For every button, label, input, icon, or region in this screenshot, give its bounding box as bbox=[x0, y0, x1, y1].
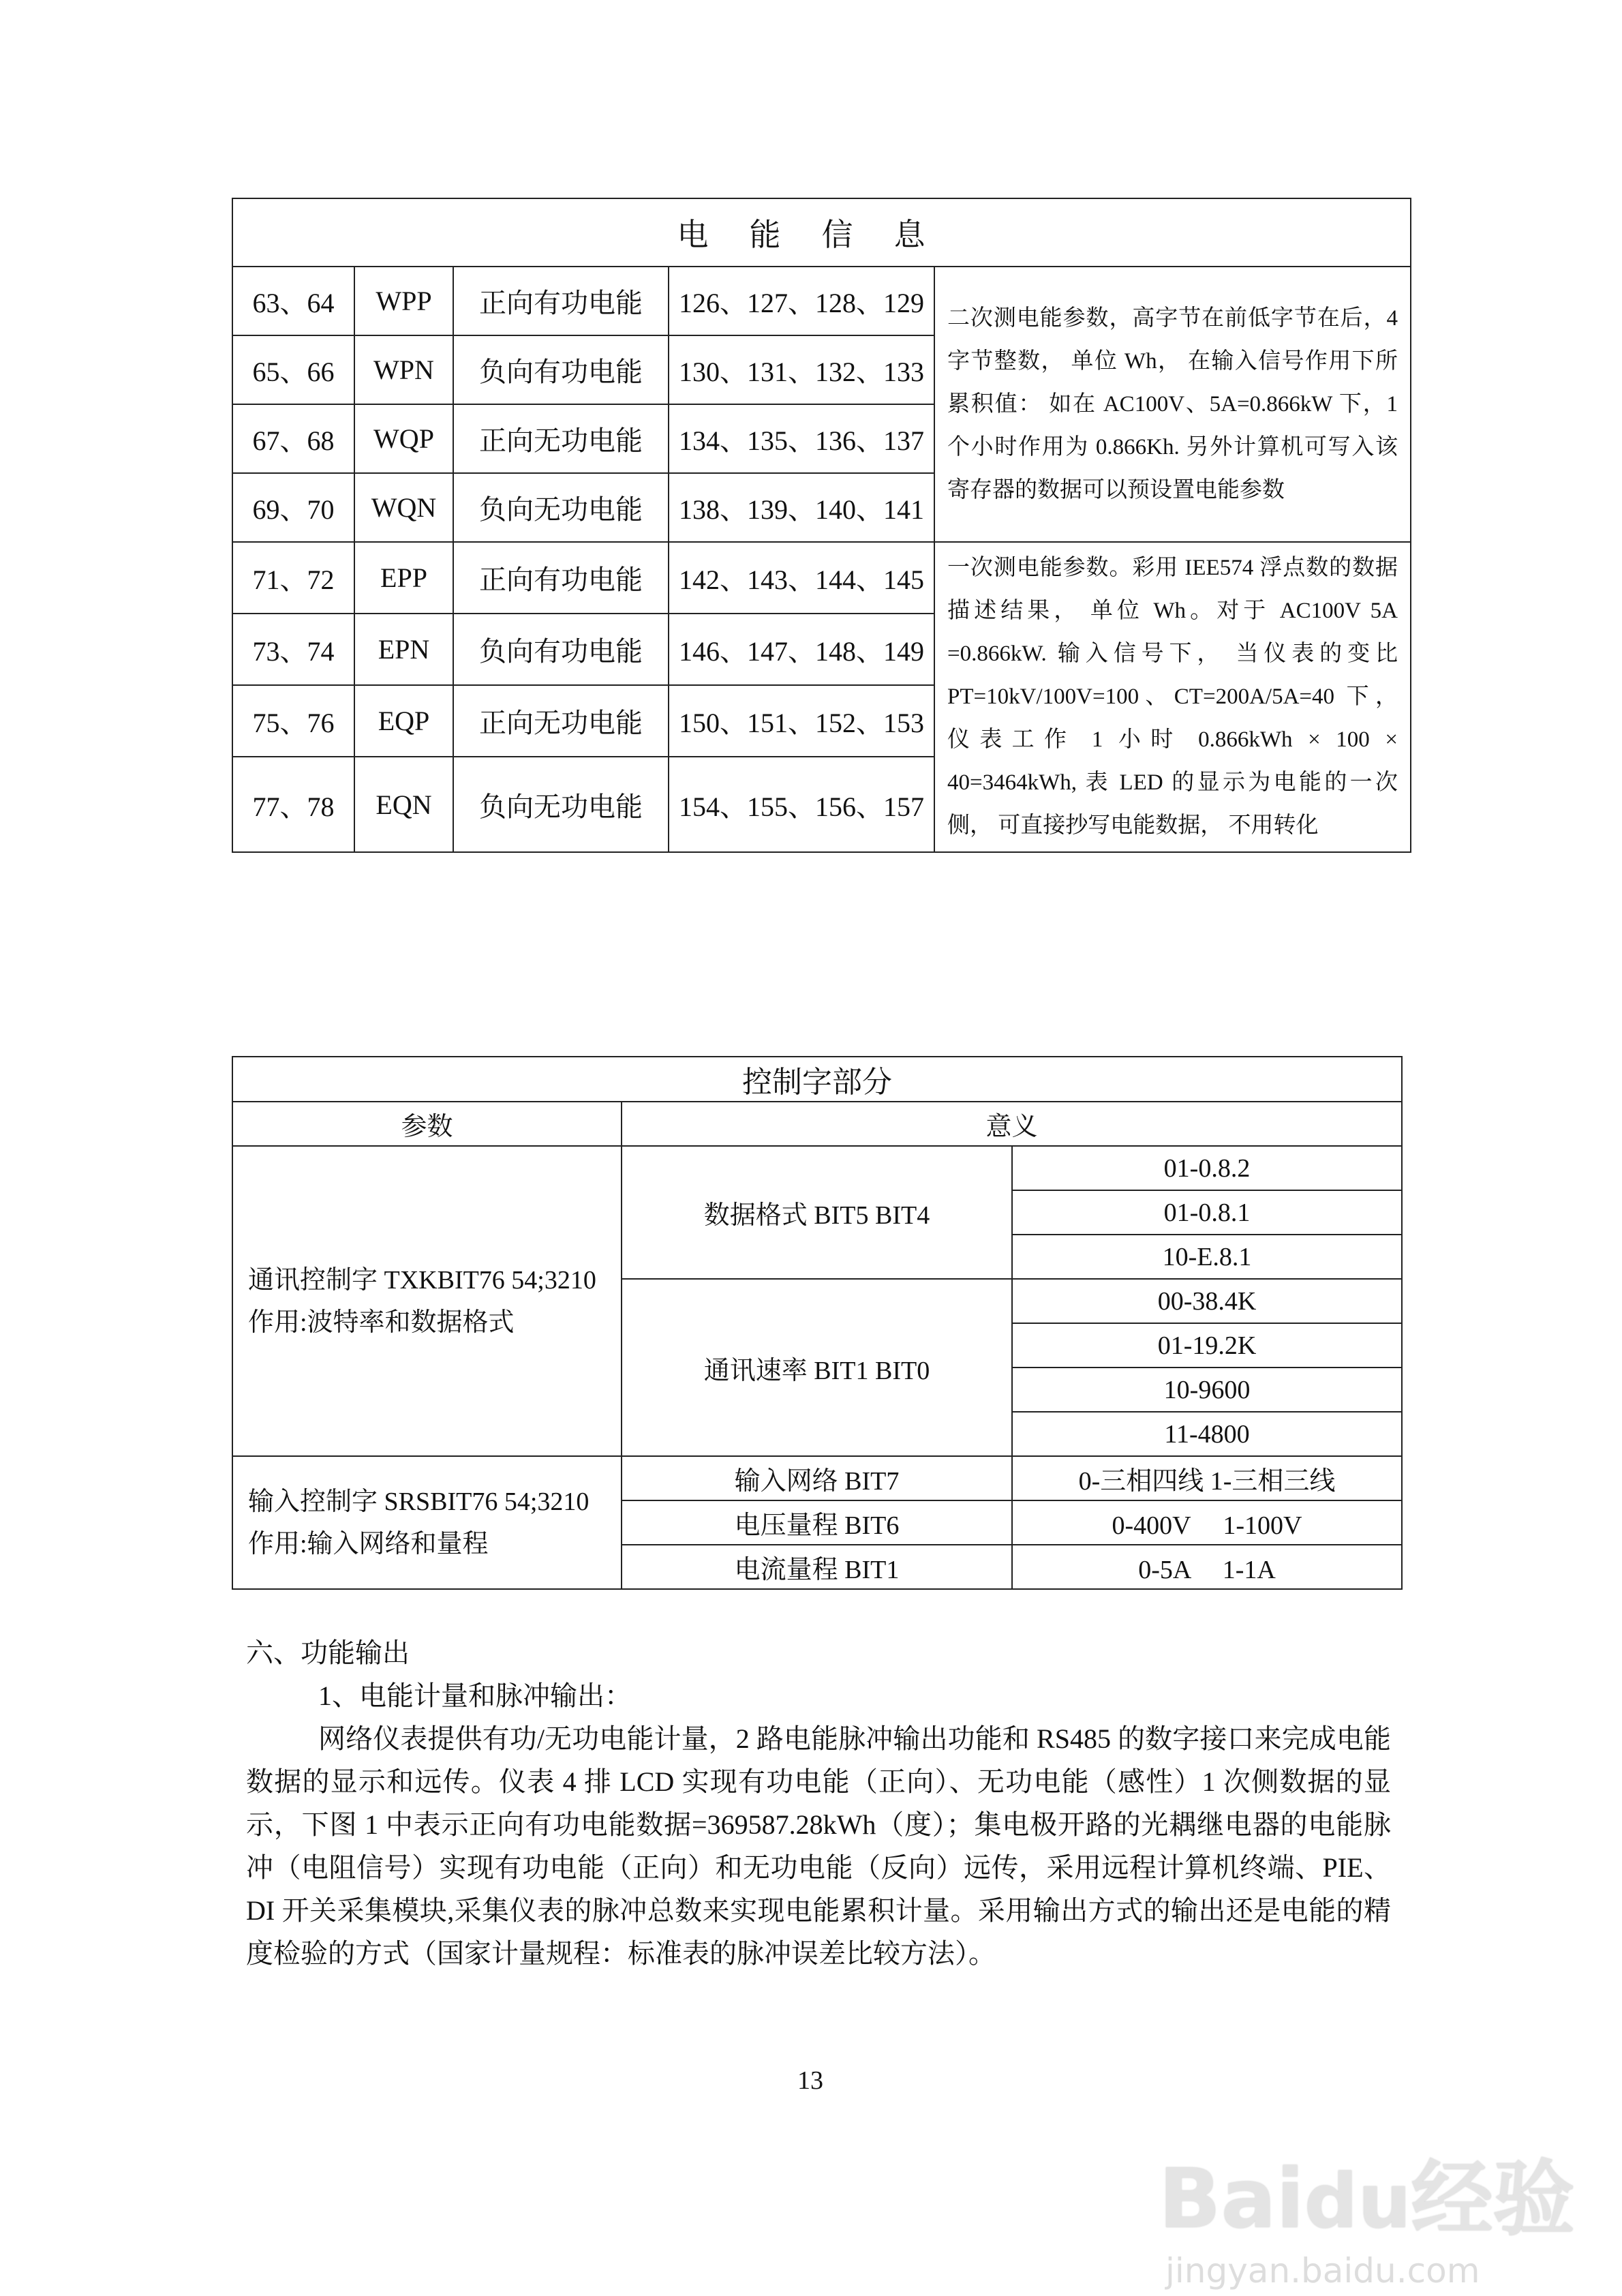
note-secondary: 二次测电能参数，高字节在前低字节在后，4 字节整数， 单位 Wh， 在输入信号作用下所累积值： 如在 AC100V、5A=0.866kW 下，1 个小时作用为 0.866Kh. 另外计算机可写入该寄存器的数据可以预设置电能参数 bbox=[934, 267, 1411, 542]
cell-addr: 77、78 bbox=[232, 757, 354, 852]
section-subheading: 1、电能计量和脉冲输出： bbox=[318, 1680, 632, 1711]
col-param: 参数 bbox=[232, 1102, 622, 1146]
cell-regs: 138、139、140、141 bbox=[669, 473, 934, 542]
cell-regs: 126、127、128、129 bbox=[669, 267, 934, 335]
cell-regs: 150、151、152、153 bbox=[669, 685, 934, 757]
cell-addr: 67、68 bbox=[232, 404, 354, 473]
cell-name: 正向无功电能 bbox=[453, 404, 669, 473]
cell-name: 负向无功电能 bbox=[453, 473, 669, 542]
note-primary: 一次测电能参数。彩用 IEE574 浮点数的数据描述结果， 单位 Wh。对于 AC100V 5A =0.866kW. 输入信号下， 当仪表的变比 PT=10kV/100V=100、CT=200A/5A=40 下， 仪表工作 1 小时 0.866kWh × 100 × 40=3464kWh, 表 LED 的显示为电能的一次侧， 可直接抄写电能数据， 不用转化 bbox=[934, 542, 1411, 852]
control-word-table bbox=[232, 1056, 1403, 1590]
sr-label: 输入网络 BIT7 bbox=[622, 1456, 1012, 1500]
cell-code: WQN bbox=[354, 473, 453, 542]
cell-addr: 75、76 bbox=[232, 685, 354, 757]
energy-info-table bbox=[232, 198, 1411, 853]
cell-addr: 65、66 bbox=[232, 335, 354, 404]
col-meaning: 意义 bbox=[622, 1102, 1402, 1146]
cell-regs: 142、143、144、145 bbox=[669, 542, 934, 614]
cell-code: WPN bbox=[354, 335, 453, 404]
cell-name: 负向有功电能 bbox=[453, 614, 669, 685]
baud-option: 01-19.2K bbox=[1012, 1323, 1402, 1368]
cell-name: 正向有功电能 bbox=[453, 267, 669, 335]
baud-label: 通讯速率 BIT1 BIT0 bbox=[622, 1279, 1012, 1456]
cell-name: 正向无功电能 bbox=[453, 685, 669, 757]
baidu-watermark bbox=[1159, 2134, 1575, 2291]
cell-regs: 146、147、148、149 bbox=[669, 614, 934, 685]
cell-addr: 69、70 bbox=[232, 473, 354, 542]
control-table-title: 控制字部分 bbox=[232, 1057, 1402, 1102]
cell-regs: 154、155、156、157 bbox=[669, 757, 934, 852]
cell-code: EPP bbox=[354, 542, 453, 614]
energy-table-title: 电能信息 bbox=[232, 198, 1411, 267]
cell-code: EQN bbox=[354, 757, 453, 852]
data-format-label: 数据格式 BIT5 BIT4 bbox=[622, 1146, 1012, 1279]
baud-option: 00-38.4K bbox=[1012, 1279, 1402, 1323]
section-paragraph: 网络仪表提供有功/无功电能计量，2 路电能脉冲输出功能和 RS485 的数字接口来完成电能数据的显示和远传。仪表 4 排 LCD 实现有功电能（正向）、无功电能（感性）1 次侧数据的显示，下图 1 中表示正向有功电能数据=369587.28kWh（度）；集电极开路的光耦继电器的电能脉冲（电阻信号）实现有功电能（正向）和无功电能（反向）远传，采用远程计算机终端、PIE、DI 开关采集模块,采集仪表的脉冲总数来实现电能累积计量。采用输出方式的输出还是电能的精度检验的方式（国家计量规程：标准表的脉冲误差比较方法）。 bbox=[246, 1723, 1391, 1969]
cell-name: 负向无功电能 bbox=[453, 757, 669, 852]
cell-code: EQP bbox=[354, 685, 453, 757]
data-format-option: 01-0.8.2 bbox=[1012, 1146, 1402, 1190]
sr-value: 0-5A 1-1A bbox=[1012, 1545, 1402, 1589]
cell-code: WPP bbox=[354, 267, 453, 335]
watermark-url: jingyan.baidu.com bbox=[1165, 2251, 1480, 2291]
cell-name: 负向有功电能 bbox=[453, 335, 669, 404]
cell-addr: 73、74 bbox=[232, 614, 354, 685]
cell-code: WQP bbox=[354, 404, 453, 473]
cell-regs: 134、135、136、137 bbox=[669, 404, 934, 473]
sr-label: 电压量程 BIT6 bbox=[622, 1500, 1012, 1545]
table-row bbox=[232, 542, 1411, 614]
section-heading: 六、功能输出 bbox=[246, 1637, 410, 1668]
cell-code: EPN bbox=[354, 614, 453, 685]
cell-regs: 130、131、132、133 bbox=[669, 335, 934, 404]
sr-value: 0-400V 1-100V bbox=[1012, 1500, 1402, 1545]
tx-param: 通讯控制字 TXKBIT76 54;3210 作用:波特率和数据格式 bbox=[232, 1146, 622, 1456]
cell-name: 正向有功电能 bbox=[453, 542, 669, 614]
watermark-logo: Baidu经验 bbox=[1159, 2152, 1575, 2247]
sr-value: 0-三相四线 1-三相三线 bbox=[1012, 1456, 1402, 1500]
baud-option: 10-9600 bbox=[1012, 1368, 1402, 1412]
sr-param: 输入控制字 SRSBIT76 54;3210 作用:输入网络和量程 bbox=[232, 1456, 622, 1589]
table-row bbox=[232, 267, 1411, 335]
cell-addr: 63、64 bbox=[232, 267, 354, 335]
baud-option: 11-4800 bbox=[1012, 1412, 1402, 1456]
cell-addr: 71、72 bbox=[232, 542, 354, 614]
data-format-option: 10-E.8.1 bbox=[1012, 1235, 1402, 1279]
sr-label: 电流量程 BIT1 bbox=[622, 1545, 1012, 1589]
page-number: 13 bbox=[797, 2066, 823, 2095]
data-format-option: 01-0.8.1 bbox=[1012, 1190, 1402, 1235]
